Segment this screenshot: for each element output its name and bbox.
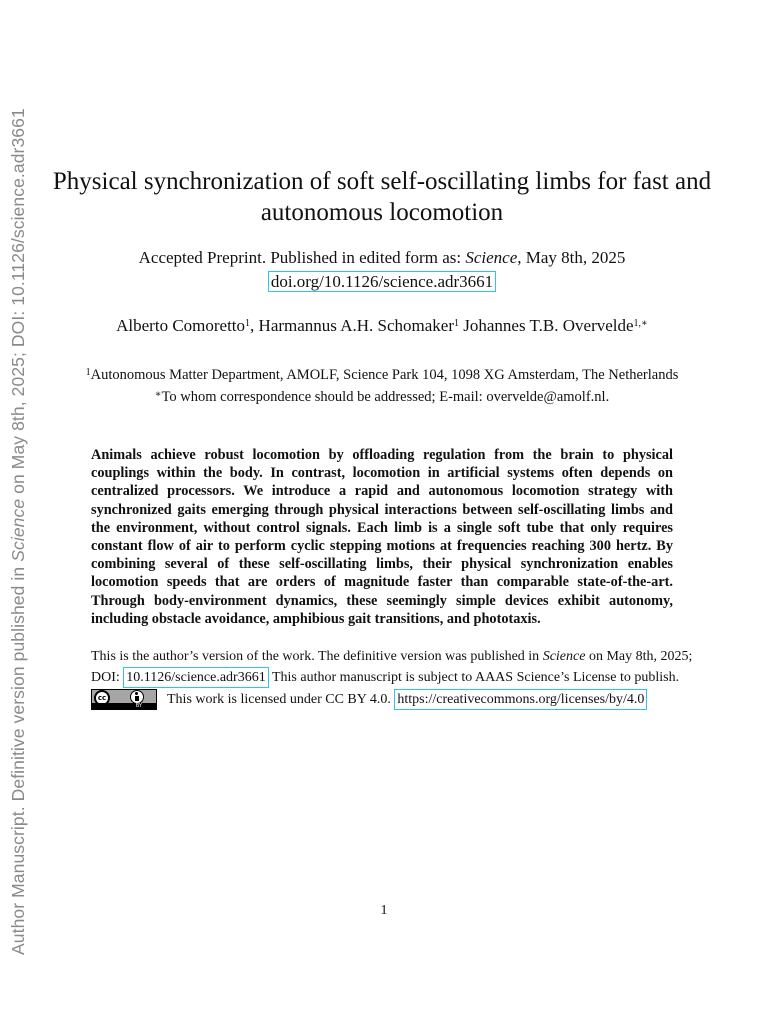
affiliation-mark: 1 — [85, 367, 91, 378]
license-text: This work is licensed under CC BY 4.0. — [167, 691, 395, 707]
correspondence-mark: ∗ — [154, 389, 162, 400]
side-banner-journal: Science — [8, 498, 28, 562]
cc-by-badge-icon — [91, 689, 157, 710]
author-affiliation-mark: 1 — [454, 318, 460, 329]
side-banner — [8, 65, 29, 955]
side-banner-suffix: on May 8th, 2025; DOI: 10.1126/science.adr3661 — [8, 108, 28, 499]
notice-line2-suffix: This author manuscript is subject to AAAS Science’s License to publish. — [268, 669, 680, 685]
doi-link[interactable]: doi.org/10.1126/science.adr3661 — [268, 271, 496, 292]
notice-doi-link[interactable]: 10.1126/science.adr3661 — [123, 667, 268, 688]
cc-icon: cc — [94, 690, 110, 706]
side-banner-prefix: Author Manuscript. Definitive version published in — [8, 561, 28, 955]
paper-title: Physical synchronization of soft self-oscillating limbs for fast and autonomous locomotion — [52, 168, 712, 226]
badge-bar — [92, 703, 156, 709]
publication-info — [40, 246, 724, 294]
affiliations — [40, 364, 724, 408]
author-affiliation-mark: 1,∗ — [633, 318, 648, 329]
author-name: Alberto Comoretto — [116, 316, 246, 335]
notice-line1-prefix: This is the author’s version of the work. The definitive version was published in — [91, 649, 543, 664]
publication-suffix: , May 8th, 2025 — [517, 248, 626, 267]
notice-doi-label: DOI: — [91, 669, 124, 685]
page-number: 1 — [380, 903, 388, 918]
license-notice — [91, 648, 693, 710]
abstract: Animals achieve robust locomotion by offloading regulation from the brain to physical couplings within the body. In contrast, locomotion in artificial systems often depends on centralized processors. We introduce a rapid and autonomous locomotion strategy with synchronized gaits emerging through physical interactions between self-oscillating limbs and the environment, without control signals. Each limb is a single soft tube that only requires constant flow of air to perform cyclic stepping motions at frequencies reaching 300 hertz. By combining several of these self-oscillating limbs, their physical synchronization enables locomotion speeds that are orders of magnitude faster than comparable state-of-the-art. Through body-environment dynamics, these seemingly simple devices exhibit autonomy, including obstacle avoidance, amphibious gait transitions, and phototaxis. — [91, 447, 673, 627]
author-separator: , — [250, 316, 259, 335]
publication-prefix: Accepted Preprint. Published in edited form as: — [138, 248, 466, 267]
author-name: Harmannus A.H. Schomaker — [258, 316, 455, 335]
author-name: Johannes T.B. Overvelde — [463, 316, 634, 335]
notice-journal: Science — [542, 649, 586, 664]
license-link[interactable]: https://creativecommons.org/licenses/by/4.0 — [394, 689, 647, 710]
publication-journal: Science — [465, 248, 518, 267]
correspondence-text: To whom correspondence should be addressed; E-mail: overvelde@amolf.nl. — [161, 389, 610, 405]
badge-by-label: BY — [135, 702, 142, 709]
attribution-person-icon — [130, 690, 144, 704]
notice-line1-suffix: on May 8th, 2025; — [585, 649, 693, 664]
affiliation-text: Autonomous Matter Department, AMOLF, Science Park 104, 1098 XG Amsterdam, The Netherlands — [90, 367, 679, 383]
author-affiliation-mark: 1 — [245, 318, 251, 329]
author-list — [40, 315, 724, 337]
